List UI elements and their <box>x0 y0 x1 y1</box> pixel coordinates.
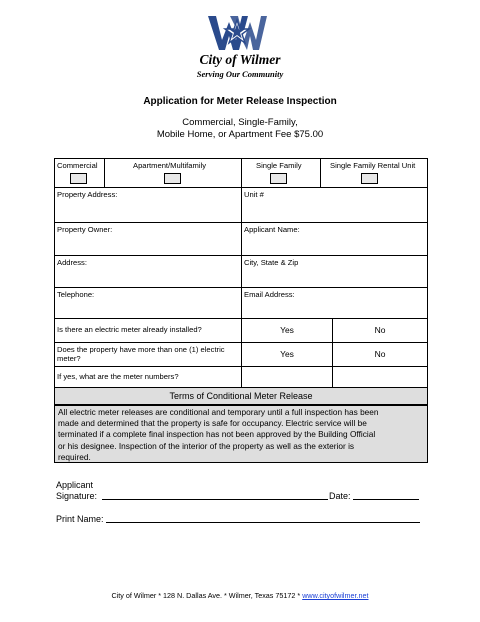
applicant-name-field[interactable]: Applicant Name: <box>244 225 300 234</box>
form-subtitle-line2: Mobile Home, or Apartment Fee $75.00 <box>156 129 324 140</box>
single-family-checkbox[interactable] <box>270 173 287 184</box>
terms-heading: Terms of Conditional Meter Release <box>54 387 428 405</box>
terms-line: or his designee. Inspection of the interior of the property as well as the exterior is <box>58 440 355 451</box>
apartment-checkbox[interactable] <box>164 173 181 184</box>
print-name-line[interactable] <box>106 522 420 523</box>
meter-installed-no-option[interactable]: No <box>374 325 386 335</box>
date-label: Date: <box>329 491 351 501</box>
terms-line: All electric meter releases are conditional and temporary until a full inspection has been <box>58 407 379 417</box>
terms-line: terminated if a complete final inspection has not been approved by the Building Official <box>58 429 376 440</box>
address-field[interactable]: Address: <box>57 258 87 267</box>
terms-body <box>54 405 428 463</box>
question-multiple-meters-line1: Does the property have more than one (1) electric <box>57 345 225 354</box>
rental-unit-checkbox[interactable] <box>361 173 378 184</box>
tagline: Serving Our Community <box>196 69 284 79</box>
wilmer-logo-icon <box>206 14 268 52</box>
form-subtitle-line1: Commercial, Single-Family, <box>182 117 298 128</box>
terms-line: made and determined that the property is safe for occupancy. Electric service will be <box>58 418 367 429</box>
property-type-label-rental: Single Family Rental Unit <box>330 161 416 170</box>
website-link[interactable]: www.cityofwilmer.net <box>302 591 369 600</box>
unit-field[interactable]: Unit # <box>244 190 264 199</box>
commercial-checkbox[interactable] <box>70 173 87 184</box>
property-address-field[interactable]: Property Address: <box>57 190 118 199</box>
signature-line[interactable] <box>102 499 328 500</box>
city-name: City of Wilmer <box>199 52 281 67</box>
multiple-meters-no-option[interactable]: No <box>374 349 386 359</box>
applicant-label: Applicant <box>56 480 94 490</box>
print-name-label: Print Name: <box>56 514 104 524</box>
form-title: Application for Meter Release Inspection <box>143 96 337 107</box>
terms-line: required. <box>58 451 91 462</box>
signature-label: Signature: <box>56 491 98 501</box>
multiple-meters-yes-option[interactable]: Yes <box>280 349 294 359</box>
property-type-label-single-family: Single Family <box>256 161 302 170</box>
meter-installed-yes-option[interactable]: Yes <box>280 325 294 335</box>
question-meter-numbers: If yes, what are the meter numbers? <box>57 372 179 381</box>
question-multiple-meters-line2: meter? <box>57 354 81 363</box>
question-meter-installed: Is there an electric meter already installed? <box>57 325 202 334</box>
city-state-zip-field[interactable]: City, State & Zip <box>244 258 299 267</box>
date-line[interactable] <box>353 499 419 500</box>
footer <box>0 591 480 600</box>
telephone-field[interactable]: Telephone: <box>57 290 95 299</box>
email-field[interactable]: Email Address: <box>244 290 295 299</box>
property-owner-field[interactable]: Property Owner: <box>57 225 113 234</box>
property-type-label-apartment: Apartment/Multifamily <box>133 161 207 170</box>
footer-address: City of Wilmer * 128 N. Dallas Ave. * Wilmer, Texas 75172 * <box>111 591 301 600</box>
property-type-label-commercial: Commercial <box>57 161 98 170</box>
